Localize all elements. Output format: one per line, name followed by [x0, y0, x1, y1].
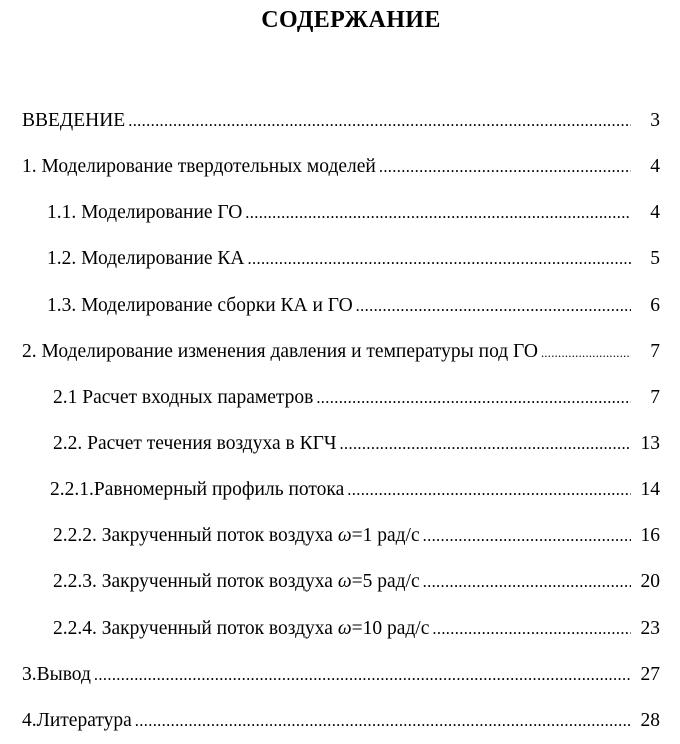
dot-leader — [245, 190, 631, 236]
toc-entry-label[interactable]: 1. Моделирование твердотельных моделей — [22, 156, 376, 178]
dot-leader — [347, 467, 631, 513]
omega-symbol: ω — [337, 617, 352, 639]
toc-entry-text: 2.2.2. Закрученный поток воздуха — [53, 525, 333, 547]
toc-page-number: 4 — [650, 156, 660, 178]
toc-page-number: 5 — [650, 248, 660, 270]
toc-entry-label[interactable] — [53, 513, 420, 559]
toc-entry-label[interactable] — [53, 606, 429, 652]
toc-entry-label[interactable]: 2.2. Расчет течения воздуха в КГЧ — [53, 432, 337, 454]
dot-leader — [135, 698, 631, 744]
dot-leader — [356, 283, 631, 329]
dot-leader — [423, 513, 631, 559]
toc-entry-value: =10 рад/с — [351, 617, 430, 639]
toc-entry-value: =5 рад/с — [351, 571, 420, 593]
toc-row — [22, 606, 660, 652]
toc-entry-label[interactable]: ВВЕДЕНИЕ — [22, 110, 126, 131]
dot-leader — [423, 559, 631, 605]
toc-row — [22, 467, 660, 513]
toc-row — [22, 190, 660, 236]
toc-entry-label[interactable]: 3.Вывод — [22, 663, 91, 685]
toc-row — [22, 698, 660, 744]
toc-page-number: 13 — [640, 432, 660, 454]
toc-entry-label[interactable] — [53, 559, 420, 605]
toc-entry-label[interactable]: 1.2. Моделирование КА — [47, 248, 245, 270]
dot-leader — [248, 236, 631, 282]
dot-leader — [94, 652, 631, 698]
toc-entry-label[interactable]: 2.2.1.Равномерный профиль потока — [50, 479, 345, 501]
toc-row — [22, 283, 660, 329]
table-of-contents — [22, 98, 660, 744]
omega-symbol: ω — [337, 525, 352, 547]
toc-entry-label[interactable]: 1.3. Моделирование сборки КА и ГО — [47, 294, 353, 316]
toc-page-number: 4 — [650, 202, 660, 224]
toc-row — [22, 144, 660, 190]
toc-row — [22, 421, 660, 467]
toc-row — [22, 98, 660, 144]
toc-entry-label[interactable]: 2.1 Расчет входных параметров — [53, 386, 314, 408]
toc-entry-text: 2.2.3. Закрученный поток воздуха — [53, 571, 333, 593]
toc-row — [22, 375, 660, 421]
omega-symbol: ω — [337, 571, 352, 593]
toc-page-number: 23 — [640, 617, 660, 639]
toc-page-number: 16 — [640, 525, 660, 547]
toc-entry-value: =1 рад/с — [351, 525, 420, 547]
dot-leader — [379, 144, 631, 190]
toc-page-number: 6 — [650, 294, 660, 316]
toc-row — [22, 329, 660, 375]
toc-entry-label[interactable]: 4.Литература — [22, 709, 132, 731]
toc-entry-text: 2.2.4. Закрученный поток воздуха — [53, 617, 333, 639]
toc-page-number: 7 — [650, 340, 660, 362]
dot-leader — [541, 330, 631, 376]
dot-leader — [432, 606, 631, 652]
toc-page-number: 3 — [650, 110, 660, 131]
toc-row — [22, 559, 660, 605]
toc-row — [22, 513, 660, 559]
toc-page-number: 14 — [640, 479, 660, 501]
dot-leader — [128, 98, 631, 144]
toc-entry-label[interactable]: 1.1. Моделирование ГО — [47, 202, 243, 224]
dot-leader — [316, 375, 631, 421]
toc-entry-label[interactable]: 2. Моделирование изменения давления и температуры под ГО — [22, 340, 538, 362]
toc-page-number: 28 — [640, 709, 660, 731]
toc-page-number: 7 — [650, 386, 660, 408]
toc-page-number: 20 — [640, 571, 660, 593]
toc-row — [22, 652, 660, 698]
page-title: СОДЕРЖАНИЕ — [261, 7, 441, 33]
toc-row — [22, 236, 660, 282]
dot-leader — [340, 421, 631, 467]
toc-page-number: 27 — [640, 663, 660, 685]
